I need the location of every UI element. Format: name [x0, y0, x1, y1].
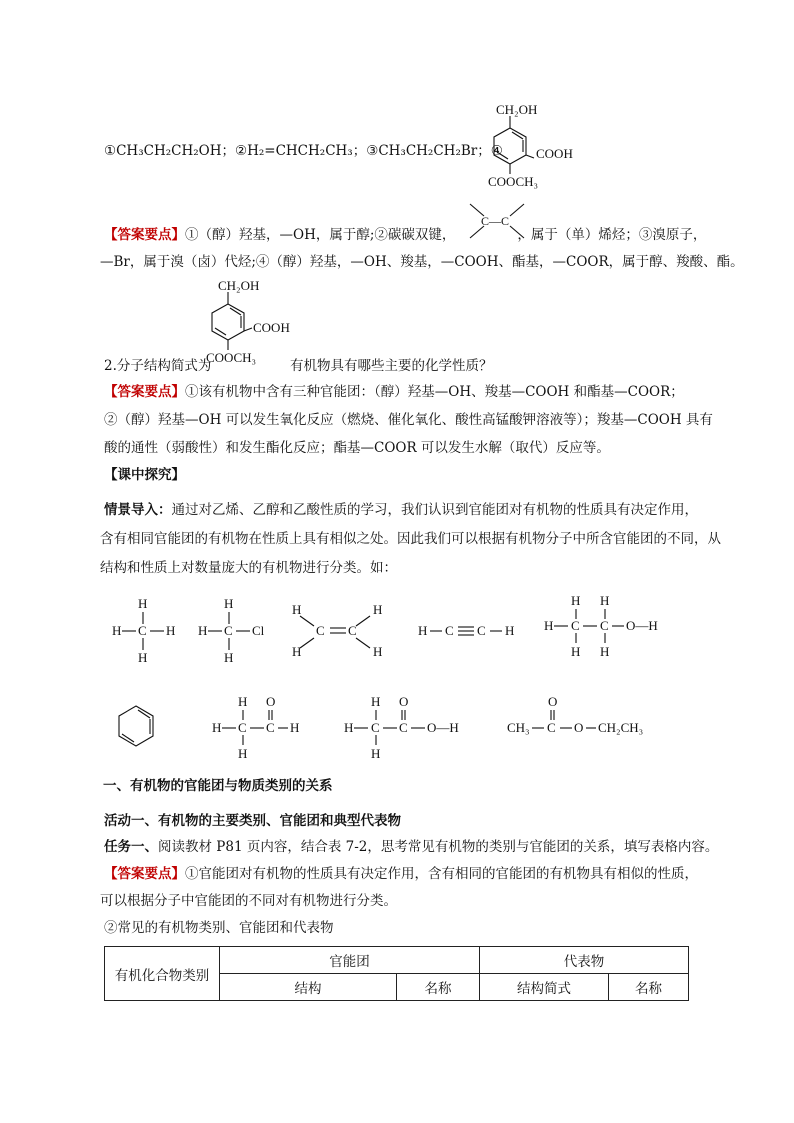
methane-structure: [112, 596, 175, 665]
answer3-line3: ②常见的有机物类别、官能团和代表物: [104, 920, 334, 936]
q2-cooh-label: COOH: [253, 320, 290, 335]
svg-text:O—H: O—H: [427, 720, 459, 735]
svg-text:C: C: [600, 618, 609, 633]
svg-text:C: C: [477, 623, 486, 638]
svg-text:H: H: [292, 602, 302, 617]
answer-tag: 【答案要点】: [104, 866, 185, 882]
answer1-line1: [104, 225, 706, 245]
th-representative: 代表物: [480, 947, 689, 974]
svg-text:H: H: [238, 694, 248, 709]
answer1-line2: —Br，属于溴（卤）代烃;④（醇）羟基，—OH、羧基，—COOH、酯基，—COOR，属于醇、羧酸、酯。: [100, 254, 744, 270]
svg-text:O—H: O—H: [626, 618, 658, 633]
answer2-line2: ②（醇）羟基—OH 可以发生氧化反应（燃烧、催化氧化、酸性高锰酸钾溶液等）；羧基—COOH 具有: [104, 412, 713, 428]
intro-line1: [104, 500, 698, 520]
chloromethane-structure: [198, 596, 265, 665]
svg-text:H: H: [600, 596, 610, 608]
svg-text:H: H: [138, 650, 148, 665]
svg-text:C: C: [138, 623, 147, 638]
answer-tag: 【答案要点】: [104, 227, 185, 243]
cc-double-bond-structure: [464, 200, 530, 244]
th-class: 有机化合物类别: [105, 947, 220, 1001]
benzene-structure: [119, 706, 153, 746]
answer3-text: ①官能团对有机物的性质具有决定作用，含有相同的官能团的有机物具有相似的性质，: [185, 866, 698, 882]
svg-text:H: H: [371, 694, 381, 709]
svg-text:H: H: [505, 623, 515, 638]
answer2-text: ①该有机物中含有三种官能团：（醇）羟基—OH、羧基—COOH 和酯基—COOR；: [185, 384, 684, 400]
th-structure: 结构: [220, 974, 397, 1001]
svg-text:O: O: [266, 694, 276, 709]
answer-tag: 【答案要点】: [104, 384, 185, 400]
svg-text:H: H: [292, 644, 302, 659]
th-formula: 结构简式: [480, 974, 609, 1001]
svg-text:C: C: [547, 720, 556, 735]
intro-label: 情景导入：: [104, 502, 172, 518]
task1-label: 任务一、: [104, 839, 158, 855]
q2-suffix: 有机物具有哪些主要的化学性质？: [290, 358, 493, 374]
acetic-acid-structure: [344, 694, 459, 761]
svg-text:C: C: [571, 618, 580, 633]
cc-label: C—C: [481, 214, 510, 228]
answer3-line2: 可以根据分子中官能团的不同对有机物进行分类。: [100, 893, 397, 909]
intro-line2: 含有相同官能团的有机物在性质上具有相似之处。因此我们可以根据有机物分子中所含官能团的不同，从: [100, 531, 721, 547]
th-rep-name: 名称: [609, 974, 689, 1001]
svg-text:H: H: [544, 618, 554, 633]
answer1-text-b: ，属于（单）烯烃；③溴原子，: [517, 227, 707, 243]
task1-text: 阅读教材 P81 页内容，结合表 7-2，思考常见有机物的类别与官能团的关系，填写表格内容。: [158, 839, 719, 855]
q1-cooch3-label: COOCH₃: [488, 174, 539, 189]
svg-text:H: H: [212, 720, 222, 735]
q2-prefix: 2.分子结构简式为: [104, 358, 212, 374]
svg-text:H: H: [371, 746, 381, 761]
svg-text:C: C: [224, 623, 233, 638]
svg-text:Cl: Cl: [252, 623, 265, 638]
svg-text:H: H: [373, 602, 383, 617]
benzene-structure-4: [460, 98, 580, 194]
svg-text:C: C: [399, 720, 408, 735]
svg-text:H: H: [571, 644, 581, 659]
svg-text:H: H: [224, 650, 234, 665]
q1-ch2oh-label: CH₂OH: [496, 102, 538, 117]
answer2-line1: [104, 382, 684, 402]
th-group-name: 名称: [397, 974, 480, 1001]
svg-text:O: O: [548, 694, 558, 709]
section-inclass: 【课中探究】: [104, 467, 185, 483]
intro-text: 通过对乙烯、乙醇和乙酸性质的学习，我们认识到官能团对有机物的性质具有决定作用，: [171, 502, 698, 518]
acetaldehyde-structure: [212, 694, 299, 761]
ethyl-acetate-structure: [507, 694, 643, 735]
svg-text:C: C: [266, 720, 275, 735]
structures-row2: [100, 692, 680, 772]
svg-text:H: H: [238, 746, 248, 761]
answer3-line1: [104, 864, 698, 884]
answer1-text-a: ①（醇）羟基，—OH，属于醇;②碳碳双键，: [185, 227, 456, 243]
intro-line3: 结构和性质上对数量庞大的有机物进行分类。如：: [100, 560, 397, 576]
q1-cooh-label: COOH: [536, 146, 573, 161]
svg-text:O: O: [399, 694, 409, 709]
svg-text:O: O: [574, 720, 584, 735]
task1-line: [104, 837, 718, 857]
svg-text:C: C: [316, 623, 325, 638]
svg-text:H: H: [198, 623, 208, 638]
organic-class-table: [104, 946, 689, 1001]
svg-text:H: H: [600, 644, 610, 659]
svg-text:C: C: [348, 623, 357, 638]
structures-row1: [100, 596, 680, 674]
svg-text:H: H: [166, 623, 176, 638]
svg-text:CH₂CH₃: CH₂CH₃: [598, 720, 644, 735]
svg-text:H: H: [373, 644, 383, 659]
svg-text:C: C: [445, 623, 454, 638]
svg-text:H: H: [112, 623, 122, 638]
ethanol-structure: [544, 596, 658, 659]
heading-functional-groups: 一、有机物的官能团与物质类别的关系: [103, 778, 333, 794]
svg-text:H: H: [290, 720, 300, 735]
svg-text:C: C: [238, 720, 247, 735]
acetylene-structure: [418, 623, 514, 638]
q2-ch2oh-label: CH₂OH: [218, 278, 260, 293]
svg-text:C: C: [371, 720, 380, 735]
activity1-heading: 活动一、有机物的主要类别、官能团和典型代表物: [104, 813, 401, 829]
answer2-line3: 酸的通性（弱酸性）和发生酯化反应；酯基—COOR 可以发生水解（取代）反应等。: [104, 440, 610, 456]
th-functional-group: 官能团: [220, 947, 480, 974]
svg-text:CH₃: CH₃: [507, 720, 530, 735]
svg-text:H: H: [344, 720, 354, 735]
ethylene-structure: [292, 602, 382, 659]
q1-formulas: ①CH₃CH₂CH₂OH；②H₂=CHCH₂CH₃；③CH₃CH₂CH₂Br；④: [104, 143, 503, 159]
svg-text:H: H: [571, 596, 581, 608]
svg-text:H: H: [418, 623, 428, 638]
svg-text:H: H: [224, 596, 234, 611]
q2-cooch3-label: COOCH₃: [206, 350, 257, 365]
svg-text:H: H: [138, 596, 148, 611]
